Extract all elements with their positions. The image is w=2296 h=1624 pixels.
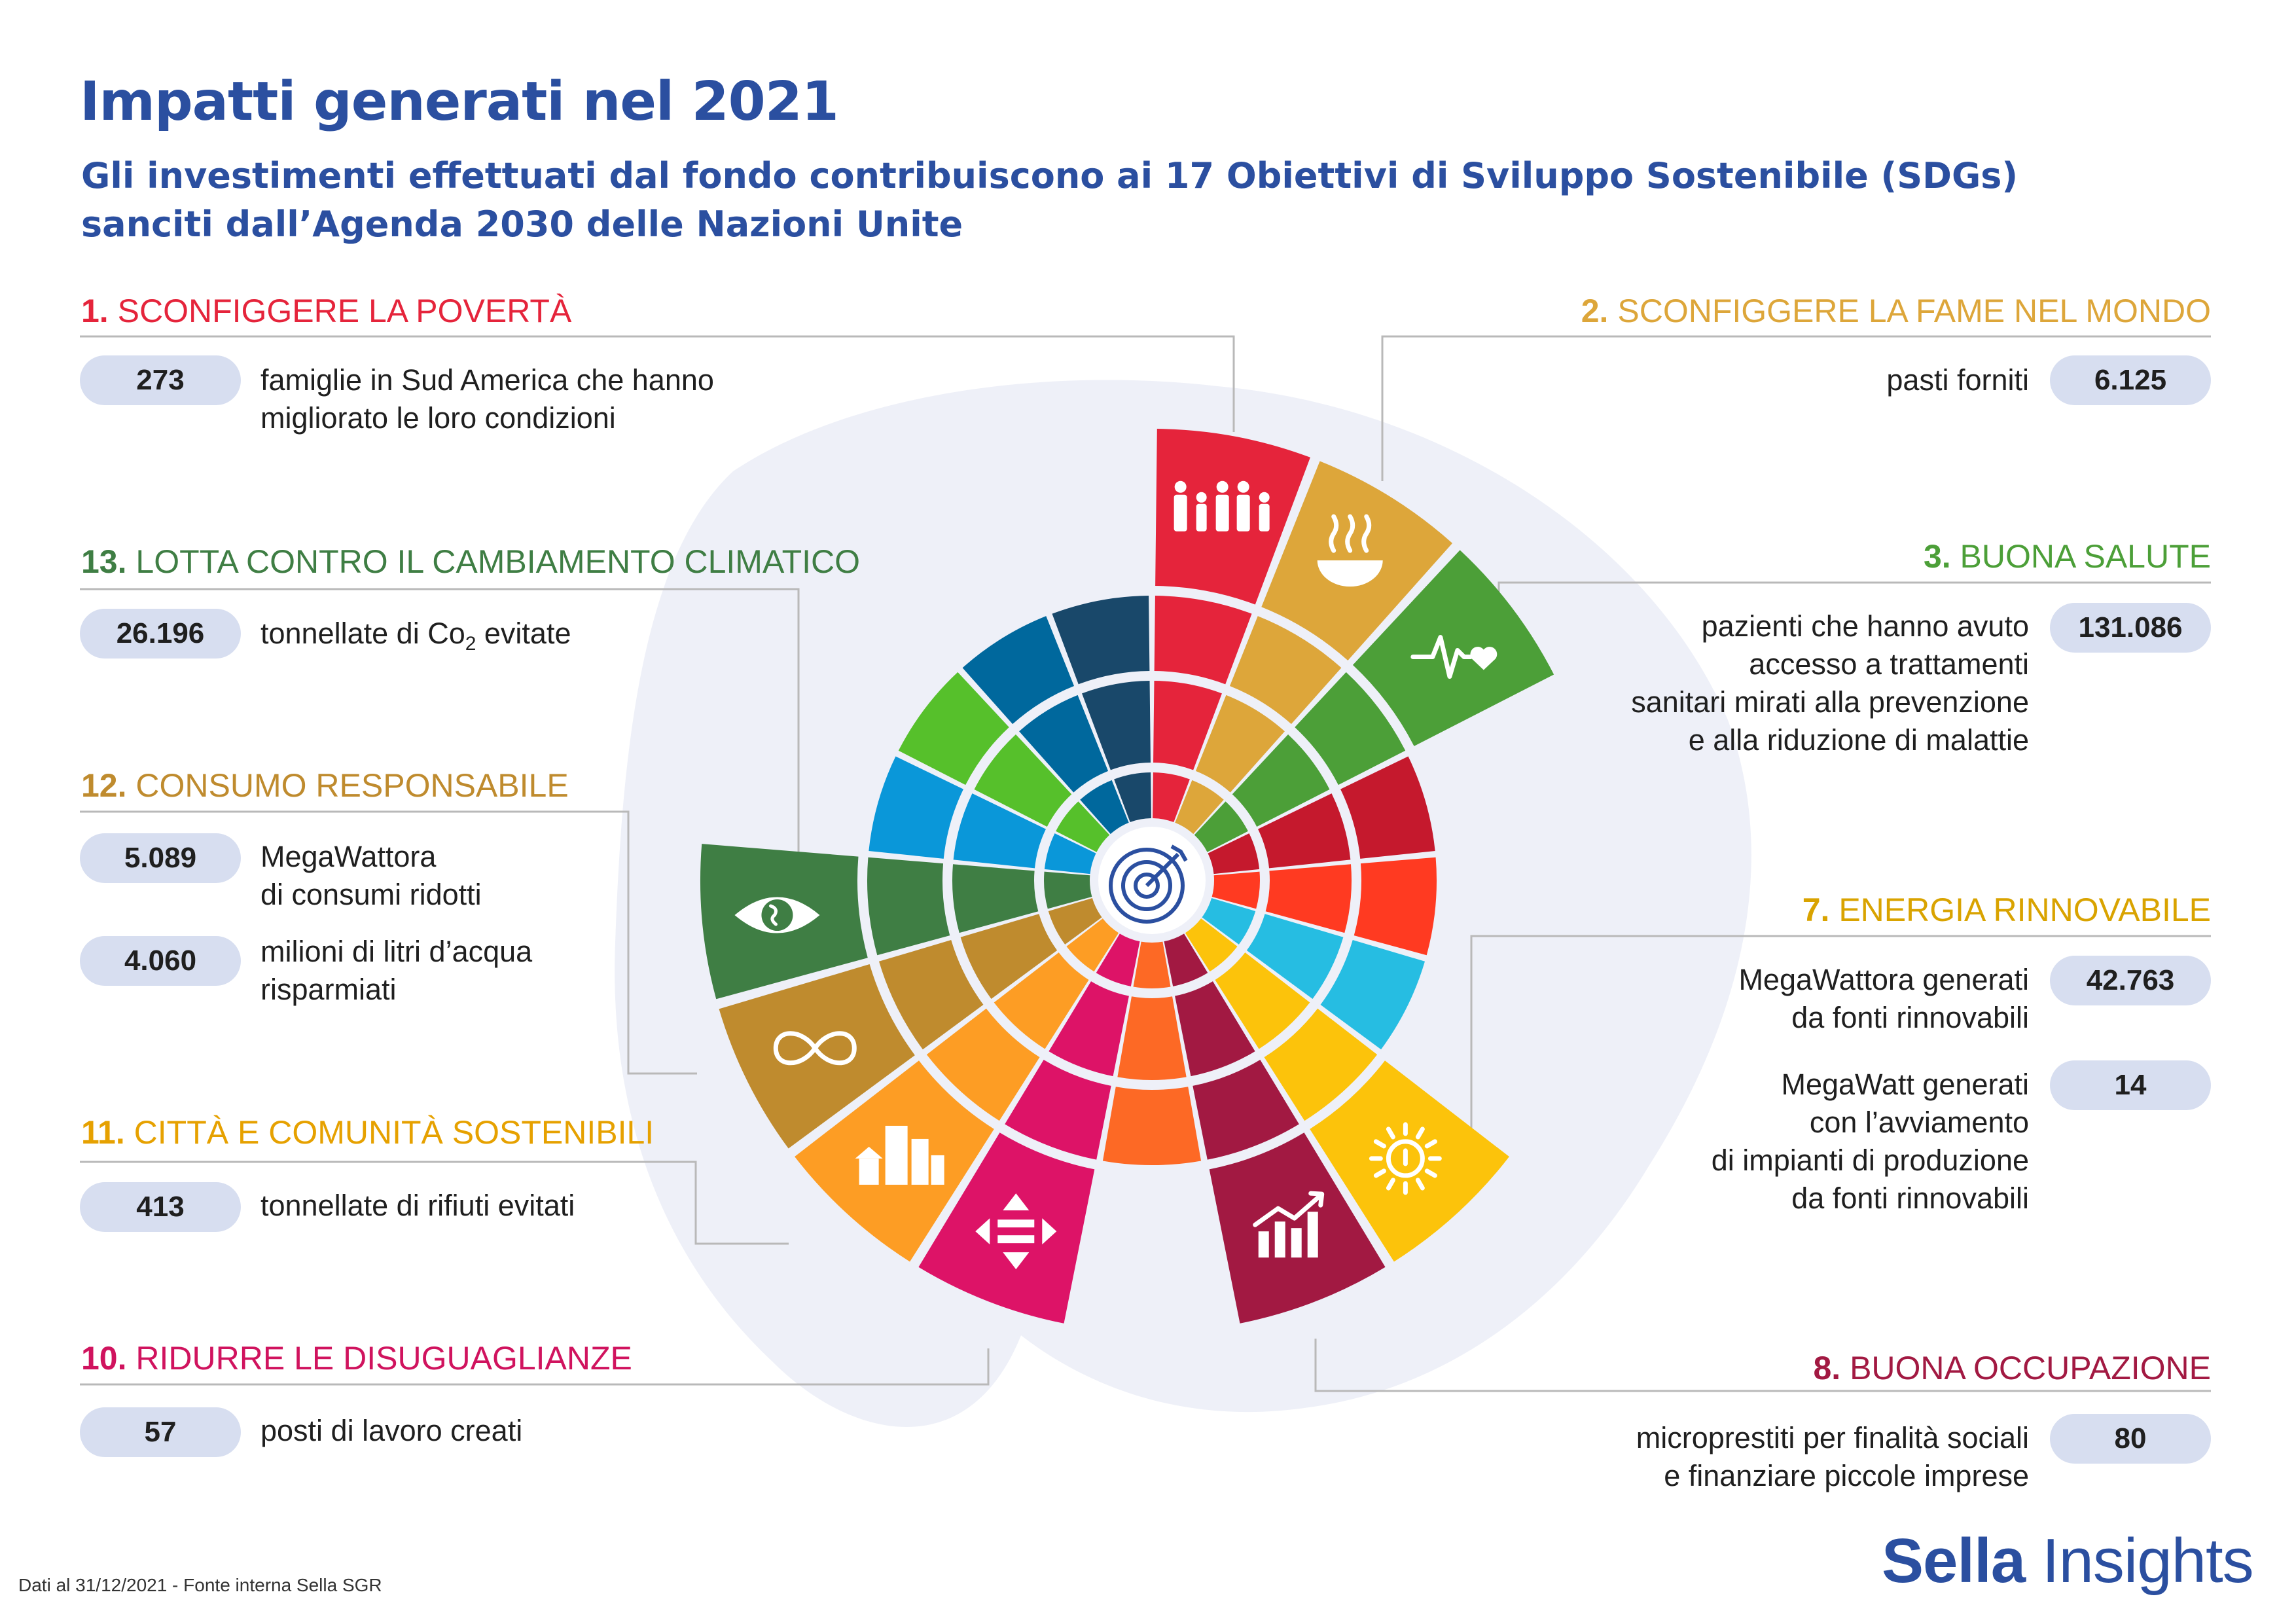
goal-13-stat-post: evitate (476, 617, 571, 650)
goal-12-name: CONSUMO RESPONSABILE (135, 767, 569, 804)
goal-8-number: 8. (1813, 1350, 1841, 1386)
brand-logo-light: Insights (2025, 1526, 2253, 1596)
goal-2-number: 2. (1581, 293, 1609, 329)
goal-3-name: BUONA SALUTE (1960, 538, 2211, 575)
goal-1-stat-line: migliorato le loro condizioni (260, 401, 616, 435)
goal-3-heading (1924, 537, 2211, 576)
goal-1-number: 1. (81, 293, 109, 329)
goal-2-heading (1581, 291, 2211, 331)
goal-7-stat-line: da fonti rinnovabili (1791, 1182, 2029, 1215)
sdg-9-segment-ring-1 (1134, 942, 1171, 988)
goal-7-stat-text-2 (1712, 1066, 2029, 1218)
goal-13-name: LOTTA CONTRO IL CAMBIAMENTO CLIMATICO (135, 543, 861, 580)
goal-13-stat-line (260, 615, 571, 653)
goal-3-stat-line: pazienti che hanno avuto (1701, 609, 2029, 643)
goal-11-value-pill: 413 (80, 1182, 241, 1232)
goal-13-number: 13. (81, 543, 127, 580)
goal-2-value-pill: 6.125 (2050, 355, 2211, 405)
goal-12-stat-text-2 (260, 933, 532, 1009)
goal-3-stat-line: e alla riduzione di malattie (1688, 723, 2029, 757)
goal-7-stat-line: di impianti di produzione (1711, 1144, 2029, 1177)
page-title: Impatti generati nel 2021 (80, 71, 838, 133)
goal-3-stat-text (1631, 607, 2029, 759)
goal-10-heading (81, 1339, 632, 1378)
goal-11-name: CITTÀ E COMUNITÀ SOSTENIBILI (134, 1114, 655, 1151)
goal-13-value-pill: 26.196 (80, 609, 241, 659)
goal-7-name: ENERGIA RINNOVABILE (1839, 892, 2211, 928)
goal-3-stat-line: sanitari mirati alla prevenzione (1631, 685, 2029, 719)
brand-logo-bold: Sella (1882, 1526, 2026, 1596)
goal-12-stat-line: milioni di litri d’acqua (260, 935, 533, 968)
goal-12-stat-line: risparmiati (260, 973, 397, 1006)
goal-10-number: 10. (81, 1340, 127, 1377)
goal-12-heading (81, 766, 569, 805)
goal-11-heading (81, 1113, 654, 1152)
source-footnote: Dati al 31/12/2021 - Fonte interna Sella SGR (18, 1575, 382, 1595)
goal-7-value-pill-2: 14 (2050, 1060, 2211, 1110)
goal-3-number: 3. (1923, 538, 1951, 575)
goal-8-stat-text (1636, 1419, 2029, 1495)
goal-7-stat-line: da fonti rinnovabili (1791, 1001, 2029, 1034)
goal-1-name: SCONFIGGERE LA POVERTÀ (117, 293, 572, 329)
goal-13-stat-sub: 2 (465, 633, 476, 655)
subtitle-line-2: sanciti dall’Agenda 2030 delle Nazioni Unite (81, 204, 963, 245)
goal-1-value-pill: 273 (80, 355, 241, 405)
goal-11-stat-text (260, 1187, 575, 1225)
goal-2-name: SCONFIGGERE LA FAME NEL MONDO (1617, 293, 2211, 329)
subtitle-line-1: Gli investimenti effettuati dal fondo contribuiscono ai 17 Obiettivi di Sviluppo Sostenibile (SDGs) (81, 155, 2018, 196)
goal-10-value-pill: 57 (80, 1407, 241, 1457)
goal-2-stat-line: pasti forniti (1886, 363, 2029, 397)
goal-10-stat-line: posti di lavoro creati (260, 1414, 523, 1447)
goal-2-stat-text (1886, 361, 2029, 399)
goal-7-number: 7. (1802, 892, 1830, 928)
goal-12-stat-line: di consumi ridotti (260, 878, 482, 911)
goal-7-stat-line: MegaWattora generati (1738, 963, 2029, 996)
goal-1-stat-text (260, 361, 714, 437)
goal-3-stat-line: accesso a trattamenti (1749, 647, 2029, 681)
goal-1-heading (81, 291, 571, 331)
goal-12-stat-text-1 (260, 838, 482, 914)
goal-8-value-pill: 80 (2050, 1414, 2211, 1464)
goal-11-stat-line: tonnellate di rifiuti evitati (260, 1189, 575, 1222)
sdg-9-segment-ring-2 (1117, 996, 1186, 1080)
goal-7-heading (1803, 890, 2211, 929)
sdg-13-segment-ring-3 (867, 857, 950, 956)
goal-10-name: RIDURRE LE DISUGUAGLIANZE (135, 1340, 632, 1377)
goal-11-number: 11. (81, 1114, 125, 1151)
goal-8-heading (1813, 1348, 2211, 1388)
goal-8-stat-line: microprestiti per finalità sociali (1636, 1421, 2029, 1454)
target-icon (1098, 827, 1206, 934)
goal-1-stat-line: famiglie in Sud America che hanno (260, 363, 714, 397)
goal-13-stat-text (260, 615, 571, 653)
goal-13-heading (81, 542, 860, 581)
goal-3-value-pill: 131.086 (2050, 603, 2211, 653)
sdg-9-segment-ring-3 (1103, 1087, 1201, 1165)
goal-13-stat-pre: tonnellate di Co (260, 617, 465, 650)
goal-8-name: BUONA OCCUPAZIONE (1850, 1350, 2211, 1386)
goal-10-stat-text (260, 1412, 522, 1450)
goal-8-stat-line: e finanziare piccole imprese (1664, 1459, 2029, 1492)
goal-12-value-pill-1: 5.089 (80, 833, 241, 883)
goal-7-stat-line: con l’avviamento (1809, 1106, 2029, 1139)
goal-12-value-pill-2: 4.060 (80, 936, 241, 986)
goal-12-number: 12. (81, 767, 127, 804)
goal-7-value-pill-1: 42.763 (2050, 956, 2211, 1005)
goal-12-stat-line: MegaWattora (260, 840, 437, 873)
brand-logo (1882, 1525, 2253, 1597)
sdg-5-segment-ring-3 (1354, 857, 1437, 956)
goal-7-stat-line: MegaWatt generati (1781, 1068, 2029, 1101)
goal-7-stat-text-1 (1738, 961, 2029, 1037)
